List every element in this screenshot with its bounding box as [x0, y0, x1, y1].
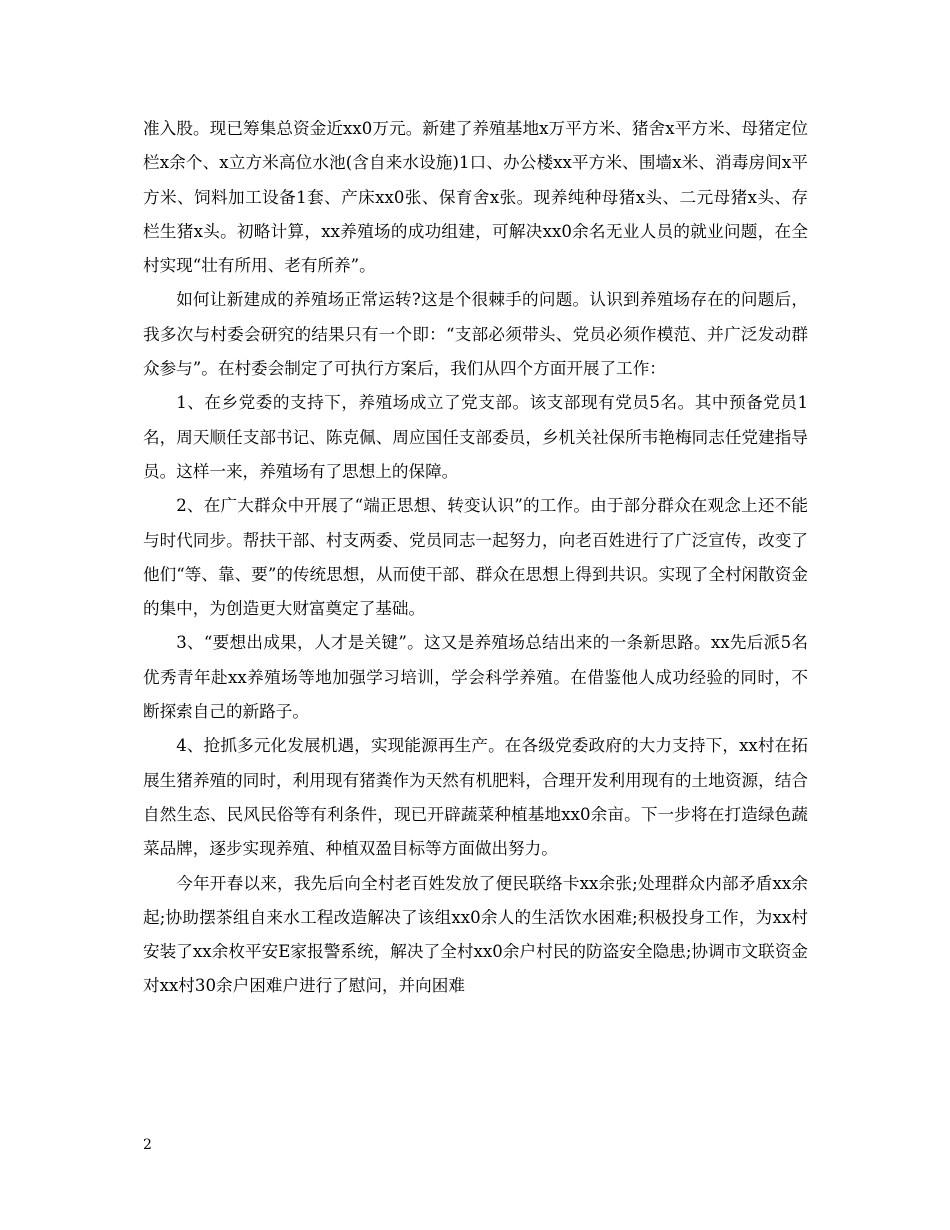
paragraph-4: 2、在广大群众中开展了“端正思想、转变认识”的工作。由于部分群众在观念上还不能与时代同步。帮扶干部、村支两委、党员同志一起努力，向老百姓进行了广泛宣传，改变了他们“等、靠、要”的传统思想，从而使干部、群众在思想上得到共识。实现了全村闲散资金的集中，为创造更大财富奠定了基础。	[143, 496, 808, 619]
paragraph-3: 1、在乡党委的支持下，养殖场成立了党支部。该支部现有党员5名。其中预备党员1名，周天顺任支部书记、陈克佩、周应国任支部委员，乡机关社保所韦艳梅同志任党建指导员。这样一来，养殖场有了思想上的保障。	[143, 393, 808, 481]
document-body	[143, 112, 808, 1004]
paragraph-2: 如何让新建成的养殖场正常运转?这是个很棘手的问题。认识到养殖场存在的问题后，我多次与村委会研究的结果只有一个即：“支部必须带头、党员必须作模范、并广泛发动群众参与”。在村委会制定了可执行方案后，我们从四个方面开展了工作：	[143, 290, 808, 379]
paragraph-5: 3、“要想出成果，人才是关键”。这又是养殖场总结出来的一条新思路。xx先后派5名优秀青年赴xx养殖场等地加强学习培训，学会科学养殖。在借鉴他人成功经验的同时，不断探索自己的新路子。	[143, 633, 808, 722]
paragraph-7: 今年开春以来，我先后向全村老百姓发放了便民联络卡xx余张;处理群众内部矛盾xx余起;协助摆茶组自来水工程改造解决了该组xx0余人的生活饮水困难;积极投身工作，为xx村安装了xx余枚平安E家报警系统，解决了全村xx0余户村民的防盗安全隐患;协调市文联资金对xx村30余户困难户进行了慰问，并向困难	[143, 873, 808, 996]
paragraph-6: 4、抢抓多元化发展机遇，实现能源再生产。在各级党委政府的大力支持下，xx村在拓展生猪养殖的同时，利用现有猪粪作为天然有机肥料，合理开发利用现有的土地资源，结合自然生态、民风民俗等有利条件，现已开辟蔬菜种植基地xx0余亩。下一步将在打造绿色蔬菜品牌，逐步实现养殖、种植双盈目标等方面做出努力。	[143, 736, 808, 859]
page-number: 2	[143, 1137, 152, 1153]
paragraph-1: 准入股。现已筹集总资金近xx0万元。新建了养殖基地x万平方米、猪舍x平方米、母猪定位栏x余个、x立方米高位水池(含自来水设施)1口、办公楼xx平方米、围墙x米、消毒房间x平方米、饲料加工设备1套、产床xx0张、保育舍x张。现养纯种母猪x头、二元母猪x头、存栏生猪x头。初略计算，xx养殖场的成功组建，可解决xx0余名无业人员的就业问题，在全村实现“壮有所用、老有所养”。	[143, 119, 808, 276]
